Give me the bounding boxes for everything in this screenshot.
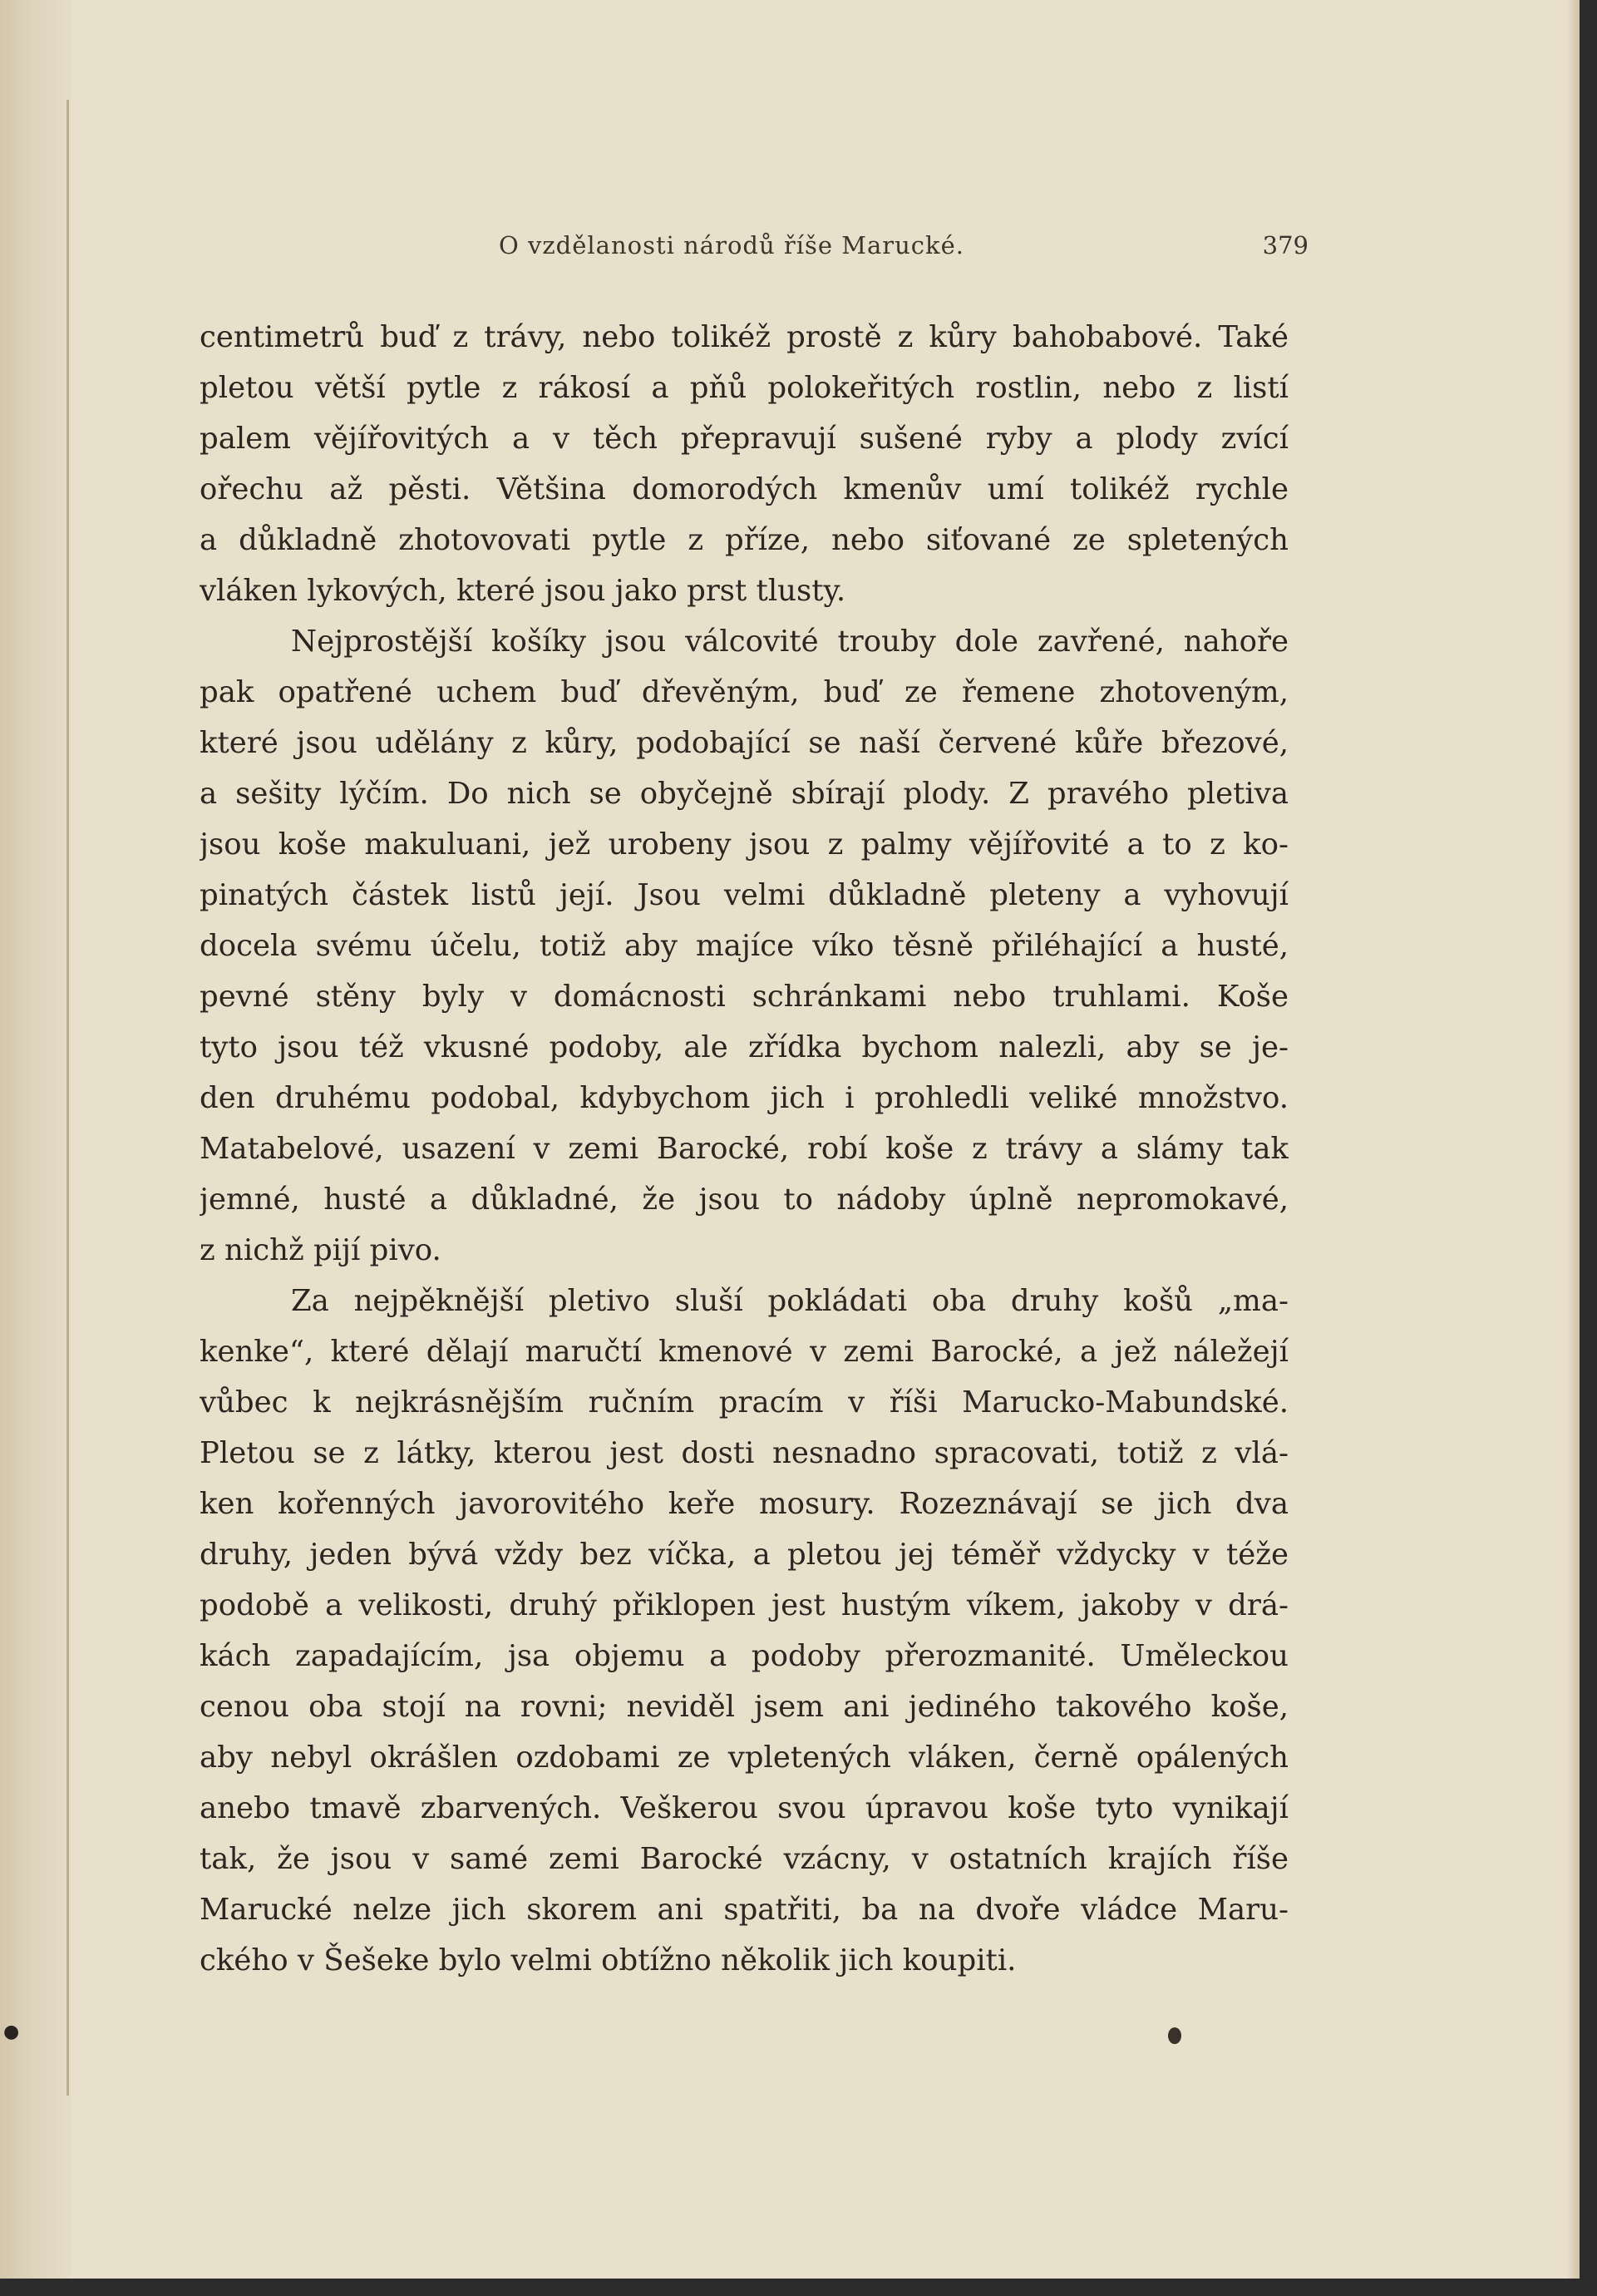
text-line: ken kořenných javorovitého keře mosury. Rozeznávají se jich dva (200, 1487, 1289, 1521)
text-line: tak, že jsou v samé zemi Barocké vzácny, v ostatních krajích říše (200, 1842, 1289, 1876)
text-line: jemné, husté a důkladné, že jsou to nádoby úplně nepromokavé, (200, 1183, 1289, 1217)
text-line: z nichž pijí pivo. (200, 1233, 441, 1267)
running-title: O vzdělanosti národů říše Marucké. (499, 231, 964, 259)
text-line: podobě a velikosti, druhý přiklopen jest hustým víkem, jakoby v drá- (200, 1588, 1289, 1622)
text-line: Marucké nelze jich skorem ani spatřiti, ba na dvoře vládce Maru- (200, 1893, 1289, 1927)
ink-mark-left: ● (3, 2022, 20, 2042)
text-line: jsou koše makuluani, jež urobeny jsou z palmy vějířovité a to z ko- (200, 827, 1289, 862)
text-line: aby nebyl okrášlen ozdobami ze vpletených vláken, černě opálených (200, 1741, 1289, 1775)
text-line: pletou větší pytle z rákosí a pňů polokeřitých rostlin, nebo z listí (200, 371, 1289, 405)
text-line: Za nejpěknější pletivo sluší pokládati oba druhy košů „ma- (291, 1284, 1289, 1318)
text-line: vůbec k nejkrásnějším ručním pracím v říši Marucko-Mabundské. (200, 1385, 1289, 1420)
text-line: Pletou se z látky, kterou jest dosti nesnadno spracovati, totiž z vlá- (200, 1436, 1289, 1470)
page-edge (1568, 0, 1580, 2279)
body-text (200, 312, 1289, 1986)
page-gutter (0, 0, 71, 2279)
text-line: Matabelové, usazení v zemi Barocké, robí koše z trávy a slámy tak (200, 1132, 1289, 1166)
text-line: centimetrů buď z trávy, nebo tolikéž prostě z kůry bahobabové. Také (200, 320, 1289, 354)
paragraph-2 (200, 616, 1289, 1276)
gutter-fold-line (67, 100, 69, 2096)
text-line: pinatých částek listů její. Jsou velmi důkladně pleteny a vyhovují (200, 878, 1289, 912)
text-line: a důkladně zhotovovati pytle z příze, nebo siťované ze spletených (200, 523, 1289, 557)
text-line: kenke“, které dělají maručtí kmenové v zemi Barocké, a jež náležejí (200, 1335, 1289, 1369)
text-line: anebo tmavě zbarvených. Veškerou svou úpravou koše tyto vynikají (200, 1791, 1289, 1825)
text-line: pak opatřené uchem buď dřevěným, buď ze řemene zhotoveným, (200, 675, 1289, 709)
text-line: ckého v Šešeke bylo velmi obtížno několik jich koupiti. (200, 1943, 1017, 1978)
text-line: cenou oba stojí na rovni; neviděl jsem ani jediného takového koše, (200, 1690, 1289, 1724)
text-line: ořechu až pěsti. Většina domorodých kmenův umí tolikéž rychle (200, 472, 1289, 506)
text-line: den druhému podobal, kdybychom jich i prohledli veliké množstvo. (200, 1081, 1289, 1115)
text-line: a sešity lýčím. Do nich se obyčejně sbírají plody. Z pravého pletiva (200, 777, 1289, 811)
text-line: palem vějířovitých a v těch přepravují sušené ryby a plody zvící (200, 422, 1289, 456)
text-line: docela svému účelu, totiž aby majíce víko těsně přiléhající a husté, (200, 929, 1289, 963)
paragraph-3 (200, 1276, 1289, 1986)
text-line: Nejprostější košíky jsou válcovité trouby dole zavřené, nahoře (291, 625, 1289, 659)
text-line: tyto jsou též vkusné podoby, ale zřídka bychom nalezli, aby se je- (200, 1030, 1289, 1064)
ink-dot (1168, 2027, 1181, 2044)
text-line: kách zapadajícím, jsa objemu a podoby přerozmanité. Uměleckou (200, 1639, 1289, 1673)
text-line: které jsou udělány z kůry, podobající se naší červené kůře březové, (200, 726, 1289, 760)
page-number: 379 (1262, 231, 1309, 259)
paragraph-1 (200, 312, 1289, 616)
text-line: druhy, jeden bývá vždy bez víčka, a pletou jej téměř vždycky v téže (200, 1538, 1289, 1572)
text-line: pevné stěny byly v domácnosti schránkami nebo truhlami. Koše (200, 980, 1289, 1014)
text-line: vláken lykových, které jsou jako prst tlusty. (200, 574, 846, 608)
